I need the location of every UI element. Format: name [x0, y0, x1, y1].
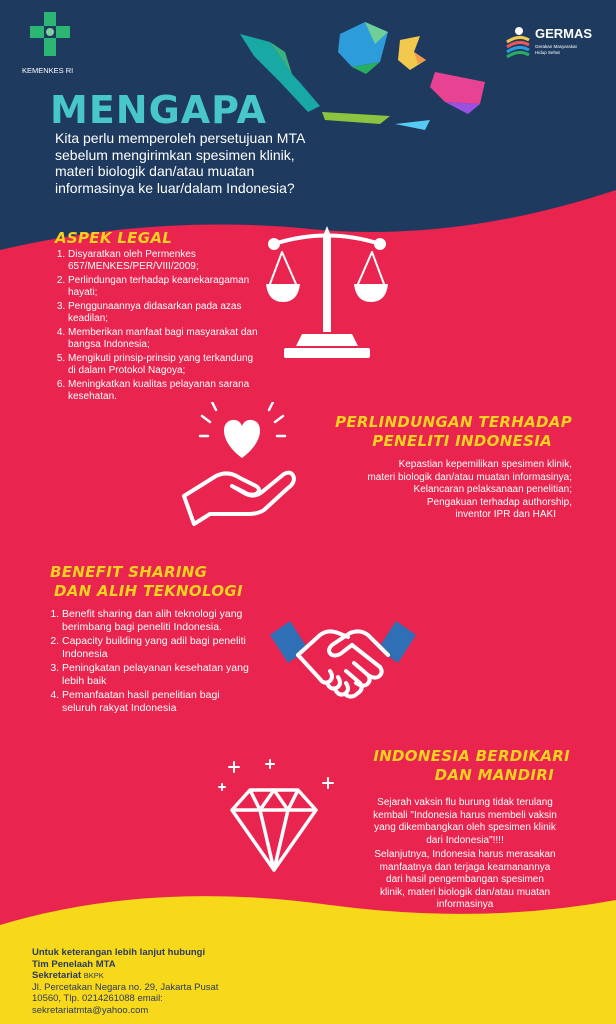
text-line: manfaatnya dan terjaga keamanannya — [379, 861, 551, 873]
benefit-title-line2: DAN ALIH TEKNOLOGI — [54, 582, 243, 600]
footer-line: BKPK — [83, 971, 104, 980]
footer-secretariat — [32, 970, 292, 982]
footer-line: 10560, Tlp. 0214261088 email: — [32, 993, 163, 1004]
benefit-title — [50, 563, 243, 601]
berdikari-title-line1: INDONESIA BERDIKARI — [373, 747, 570, 765]
list-item: 3. Peningkatan pelayanan kesehatan yang lebih baik — [62, 662, 256, 687]
footer-email[interactable]: sekretariatmta@yahoo.com — [32, 1004, 149, 1016]
berdikari-title — [300, 747, 570, 785]
text-line: kembali "Indonesia harus membeli vaksin — [373, 809, 557, 821]
benefit-list — [46, 608, 256, 716]
list-item: 1. Benefit sharing dan alih teknologi yang berimbang bagi peneliti Indonesia. — [62, 608, 256, 633]
berdikari-title-line2: DAN MANDIRI — [434, 766, 554, 784]
text-line: dari hasil pengembangan spesimen — [386, 874, 544, 885]
berdikari-paragraph-2 — [345, 849, 585, 912]
page-title: MENGAPA — [50, 88, 267, 132]
text-line: Selanjutnya, Indonesia harus merasakan — [374, 849, 556, 860]
germas-logo — [505, 22, 605, 72]
diamond-icon — [210, 758, 340, 878]
list-item: 1. Disyaratkan oleh Permenkes 657/MENKES/PER/VIII/2009; — [68, 249, 262, 273]
list-item: 5. Mengikuti prinsip-prinsip yang terkandung di dalam Protokol Nagoya; — [68, 353, 262, 377]
handshake-icon — [268, 605, 418, 705]
germas-subtitle: Gerakan Masyarakat Hidup Sehat — [535, 44, 577, 55]
kemenkes-label: KEMENKES RI — [22, 66, 74, 75]
footer-contact — [32, 947, 292, 1016]
heart-hand-icon — [180, 402, 305, 527]
intro-line: Kita perlu memperoleh persetujuan MTA — [55, 130, 306, 146]
text-line: informasinya — [436, 899, 494, 910]
list-item: 4. Memberikan manfaat bagi masyarakat dan bangsa Indonesia; — [68, 327, 262, 351]
intro-line: informasinya ke luar/dalam Indonesia? — [55, 179, 295, 196]
footer-line: Sekretariat — [32, 970, 82, 981]
list-item: 4. Pemanfaatan hasil penelitian bagi seluruh rakyat Indonesia — [62, 689, 256, 714]
text-line: inventor IPR dan HAKI — [455, 509, 556, 520]
list-item: 6. Meningkatkan kualitas pelayanan sarana kesehatan. — [68, 379, 262, 403]
text-line: materi biologik dan/atau muatan informasinya; — [367, 471, 572, 483]
kemenkes-logo-icon — [26, 10, 74, 58]
text-line: klinik, materi biologik dan/atau muatan — [379, 886, 551, 898]
intro-line: materi biologik dan/atau muatan — [55, 163, 255, 179]
scale-of-justice-icon — [262, 222, 392, 362]
text-line: dari Indonesia"!!!! — [426, 834, 504, 846]
perlindungan-title-line1: PERLINDUNGAN TERHADAP — [335, 413, 572, 431]
footer-line: Jl. Percetakan Negara no. 29, Jakarta Pusat — [32, 981, 219, 993]
text-line: Pengakuan terhadap authorship, — [426, 496, 572, 508]
list-item: 2. Capacity building yang adil bagi peneliti Indonesia — [62, 635, 256, 660]
aspek-legal-list — [52, 249, 262, 405]
intro-line: sebelum mengirimkan spesimen klinik, — [55, 146, 295, 163]
benefit-title-line1: BENEFIT SHARING — [50, 563, 208, 581]
perlindungan-title — [300, 413, 572, 451]
germas-title: GERMAS — [535, 26, 593, 41]
footer-line: Untuk keterangan lebih lanjut hubungi — [32, 947, 206, 958]
perlindungan-title-line2: PENELITI INDONESIA — [372, 432, 552, 450]
perlindungan-text — [300, 459, 572, 522]
intro-question — [55, 130, 305, 196]
footer-line: Tim Penelaah MTA — [32, 958, 116, 970]
list-item: 2. Perlindungan terhadap keanekaragaman hayati; — [68, 275, 262, 299]
aspek-legal-title: ASPEK LEGAL — [55, 229, 173, 247]
germas-logo-icon — [505, 26, 531, 62]
list-item: 3. Penggunaannya didasarkan pada azas keadilan; — [68, 301, 262, 325]
text-line: yang dikembangkan oleh spesimen klinik — [374, 822, 556, 833]
text-line: Kelancaran pelaksanaan penelitian; — [413, 484, 572, 495]
berdikari-paragraph-1 — [345, 797, 585, 847]
kemenkes-logo — [22, 10, 82, 80]
text-line: Kepastian kepemilikan spesimen klinik, — [398, 459, 572, 470]
text-line: Sejarah vaksin flu burung tidak terulang — [377, 797, 553, 808]
